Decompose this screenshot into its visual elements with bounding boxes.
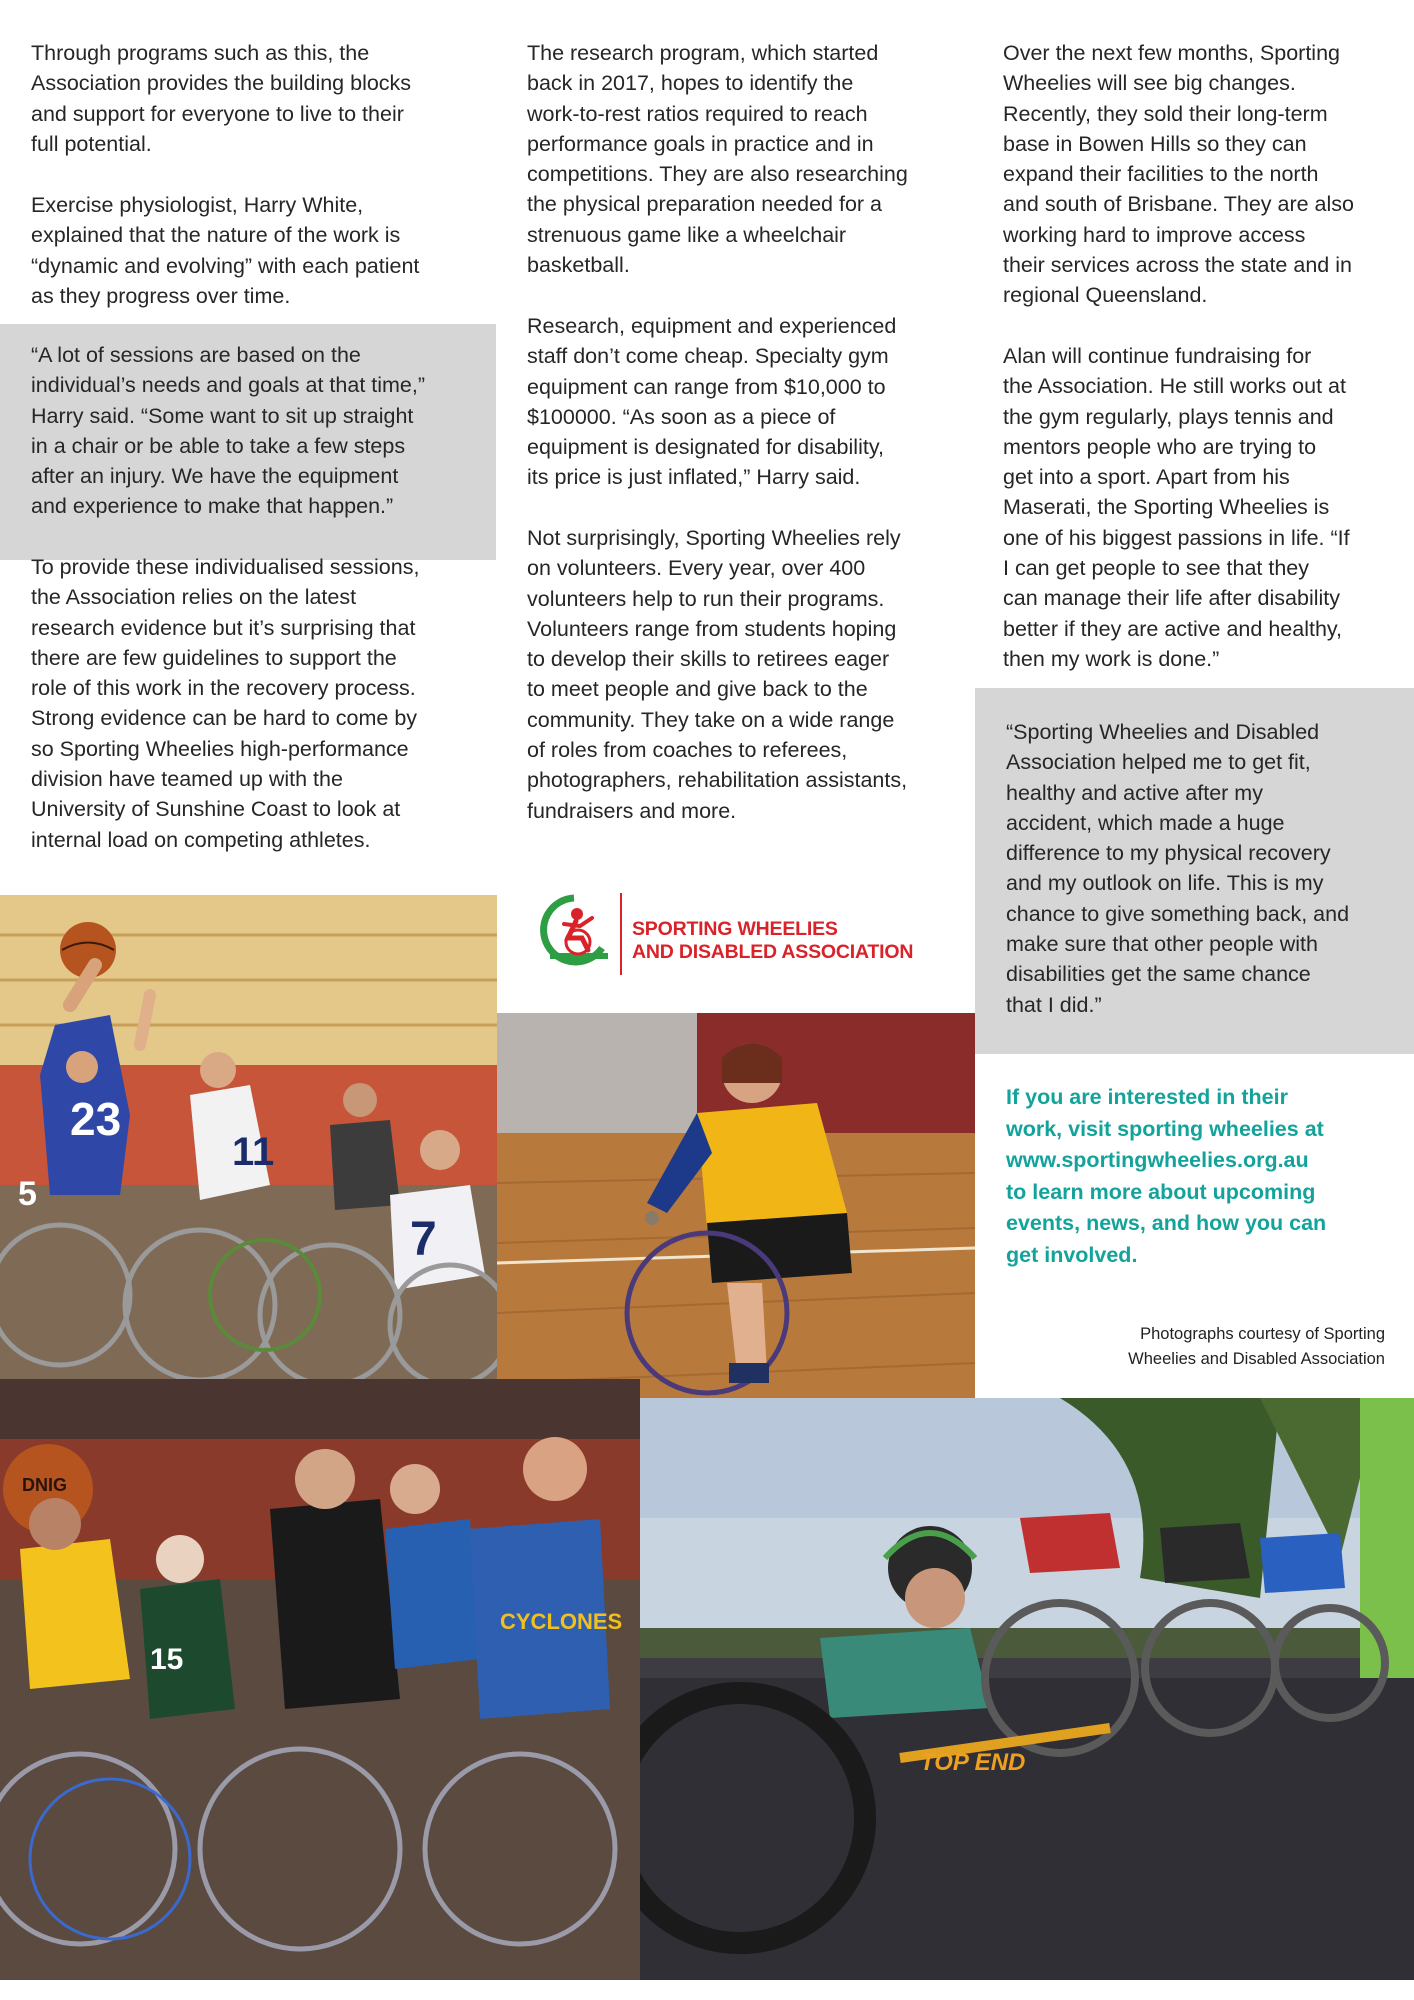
- team-name-text: CYCLONES: [500, 1609, 623, 1634]
- wheelchair-athlete-logo-icon: [530, 890, 620, 970]
- middle-paragraph-3: Not surprisingly, Sporting Wheelies rely on volunteers. Every year, over 400 volunteers help to run their programs. Volunteers range from students hoping to develop their skills to retirees eager to meet people and give back to the community. They take on a wide range of roles from coaches to referees, photographers, rehabilitation assistants, fundraisers and more.: [527, 526, 908, 823]
- logo-wordmark: SPORTING WHEELIES AND DISABLED ASSOCIATION: [632, 918, 914, 963]
- basketball-match-photo: [0, 895, 497, 1379]
- jersey-number-5: 5: [18, 1175, 37, 1213]
- left-paragraph-2: Exercise physiologist, Harry White, explained that the nature of the work is “dynamic and evolving” with each patient as they progress over time.: [31, 193, 420, 308]
- jersey-number-15: 15: [150, 1643, 184, 1676]
- photo-credit: Photographs courtesy of Sporting Wheelies and Disabled Association: [1128, 1325, 1385, 1368]
- middle-paragraph-2: Research, equipment and experienced staff don’t come cheap. Specialty gym equipment can range from $10,000 to $100000. “As soon as a piece of equipment is designated for disability, its price is just inflated,” Harry said.: [527, 314, 897, 490]
- call-to-action-text: If you are interested in their work, visit sporting wheelies at www.sportingwheelies.org.au to learn more about upcoming events, news, and how you can get involved.: [1006, 1085, 1327, 1267]
- testimonial-quote-text: “Sporting Wheelies and Disabled Association helped me to get fit, healthy and active after my accident, which made a huge difference to my physical recovery and my outlook on life. This is my chance to give something back, and make sure that other people with disabilities get the same chance that I did.”: [1006, 720, 1350, 1017]
- wheelchair-racing-photo: [640, 1398, 1414, 1980]
- jersey-number-11: 11: [232, 1130, 275, 1174]
- jersey-number-7: 7: [410, 1213, 437, 1266]
- logo-divider: [620, 893, 622, 975]
- racing-chair-brand-text: TOP END: [920, 1749, 1026, 1776]
- bocce-player-photo: [497, 1013, 975, 1417]
- right-paragraph-1: Over the next few months, Sporting Wheelies will see big changes. Recently, they sold their long-term base in Bowen Hills so they can expand their facilities to the north and south of Brisbane. They are also working hard to improve access their services across the state and in regional Queensland.: [1003, 41, 1354, 308]
- left-paragraph-1: Through programs such as this, the Association provides the building blocks and support for everyone to live to their full potential.: [31, 41, 412, 156]
- ball-brand-text: DNIG: [22, 1475, 67, 1495]
- middle-paragraph-1: The research program, which started back in 2017, hopes to identify the work-to-rest ratios required to reach performance goals in practice and in competitions. They are also researching the physical preparation needed for a strenuous game like a wheelchair basketball.: [527, 41, 908, 278]
- right-paragraph-2: Alan will continue fundraising for the Association. He still works out at the gym regularly, plays tennis and mentors people who are trying to get into a sport. Apart from his Maserati, the Sporting Wheelies is one of his biggest passions in life. “If I can get people to see that they can manage their life after disability better if they are active and healthy, then my work is done.”: [1003, 344, 1350, 671]
- left-paragraph-3: To provide these individualised sessions, the Association relies on the latest research evidence but it’s surprising that there are few guidelines to support the role of this work in the recovery process. Strong evidence can be hard to come by so Sporting Wheelies high-performance division have teamed up with the University of Sunshine Coast to look at internal load on competing athletes.: [31, 555, 420, 852]
- harry-quote-text: “A lot of sessions are based on the individual’s needs and goals at that time,” Harry said. “Some want to sit up straight in a chair or be able to take a few steps after an injury. We have the equipment and experience to make that happen.”: [31, 343, 426, 519]
- jersey-number-23: 23: [70, 1093, 122, 1145]
- wheelchair-basketball-photo: [0, 1379, 640, 1980]
